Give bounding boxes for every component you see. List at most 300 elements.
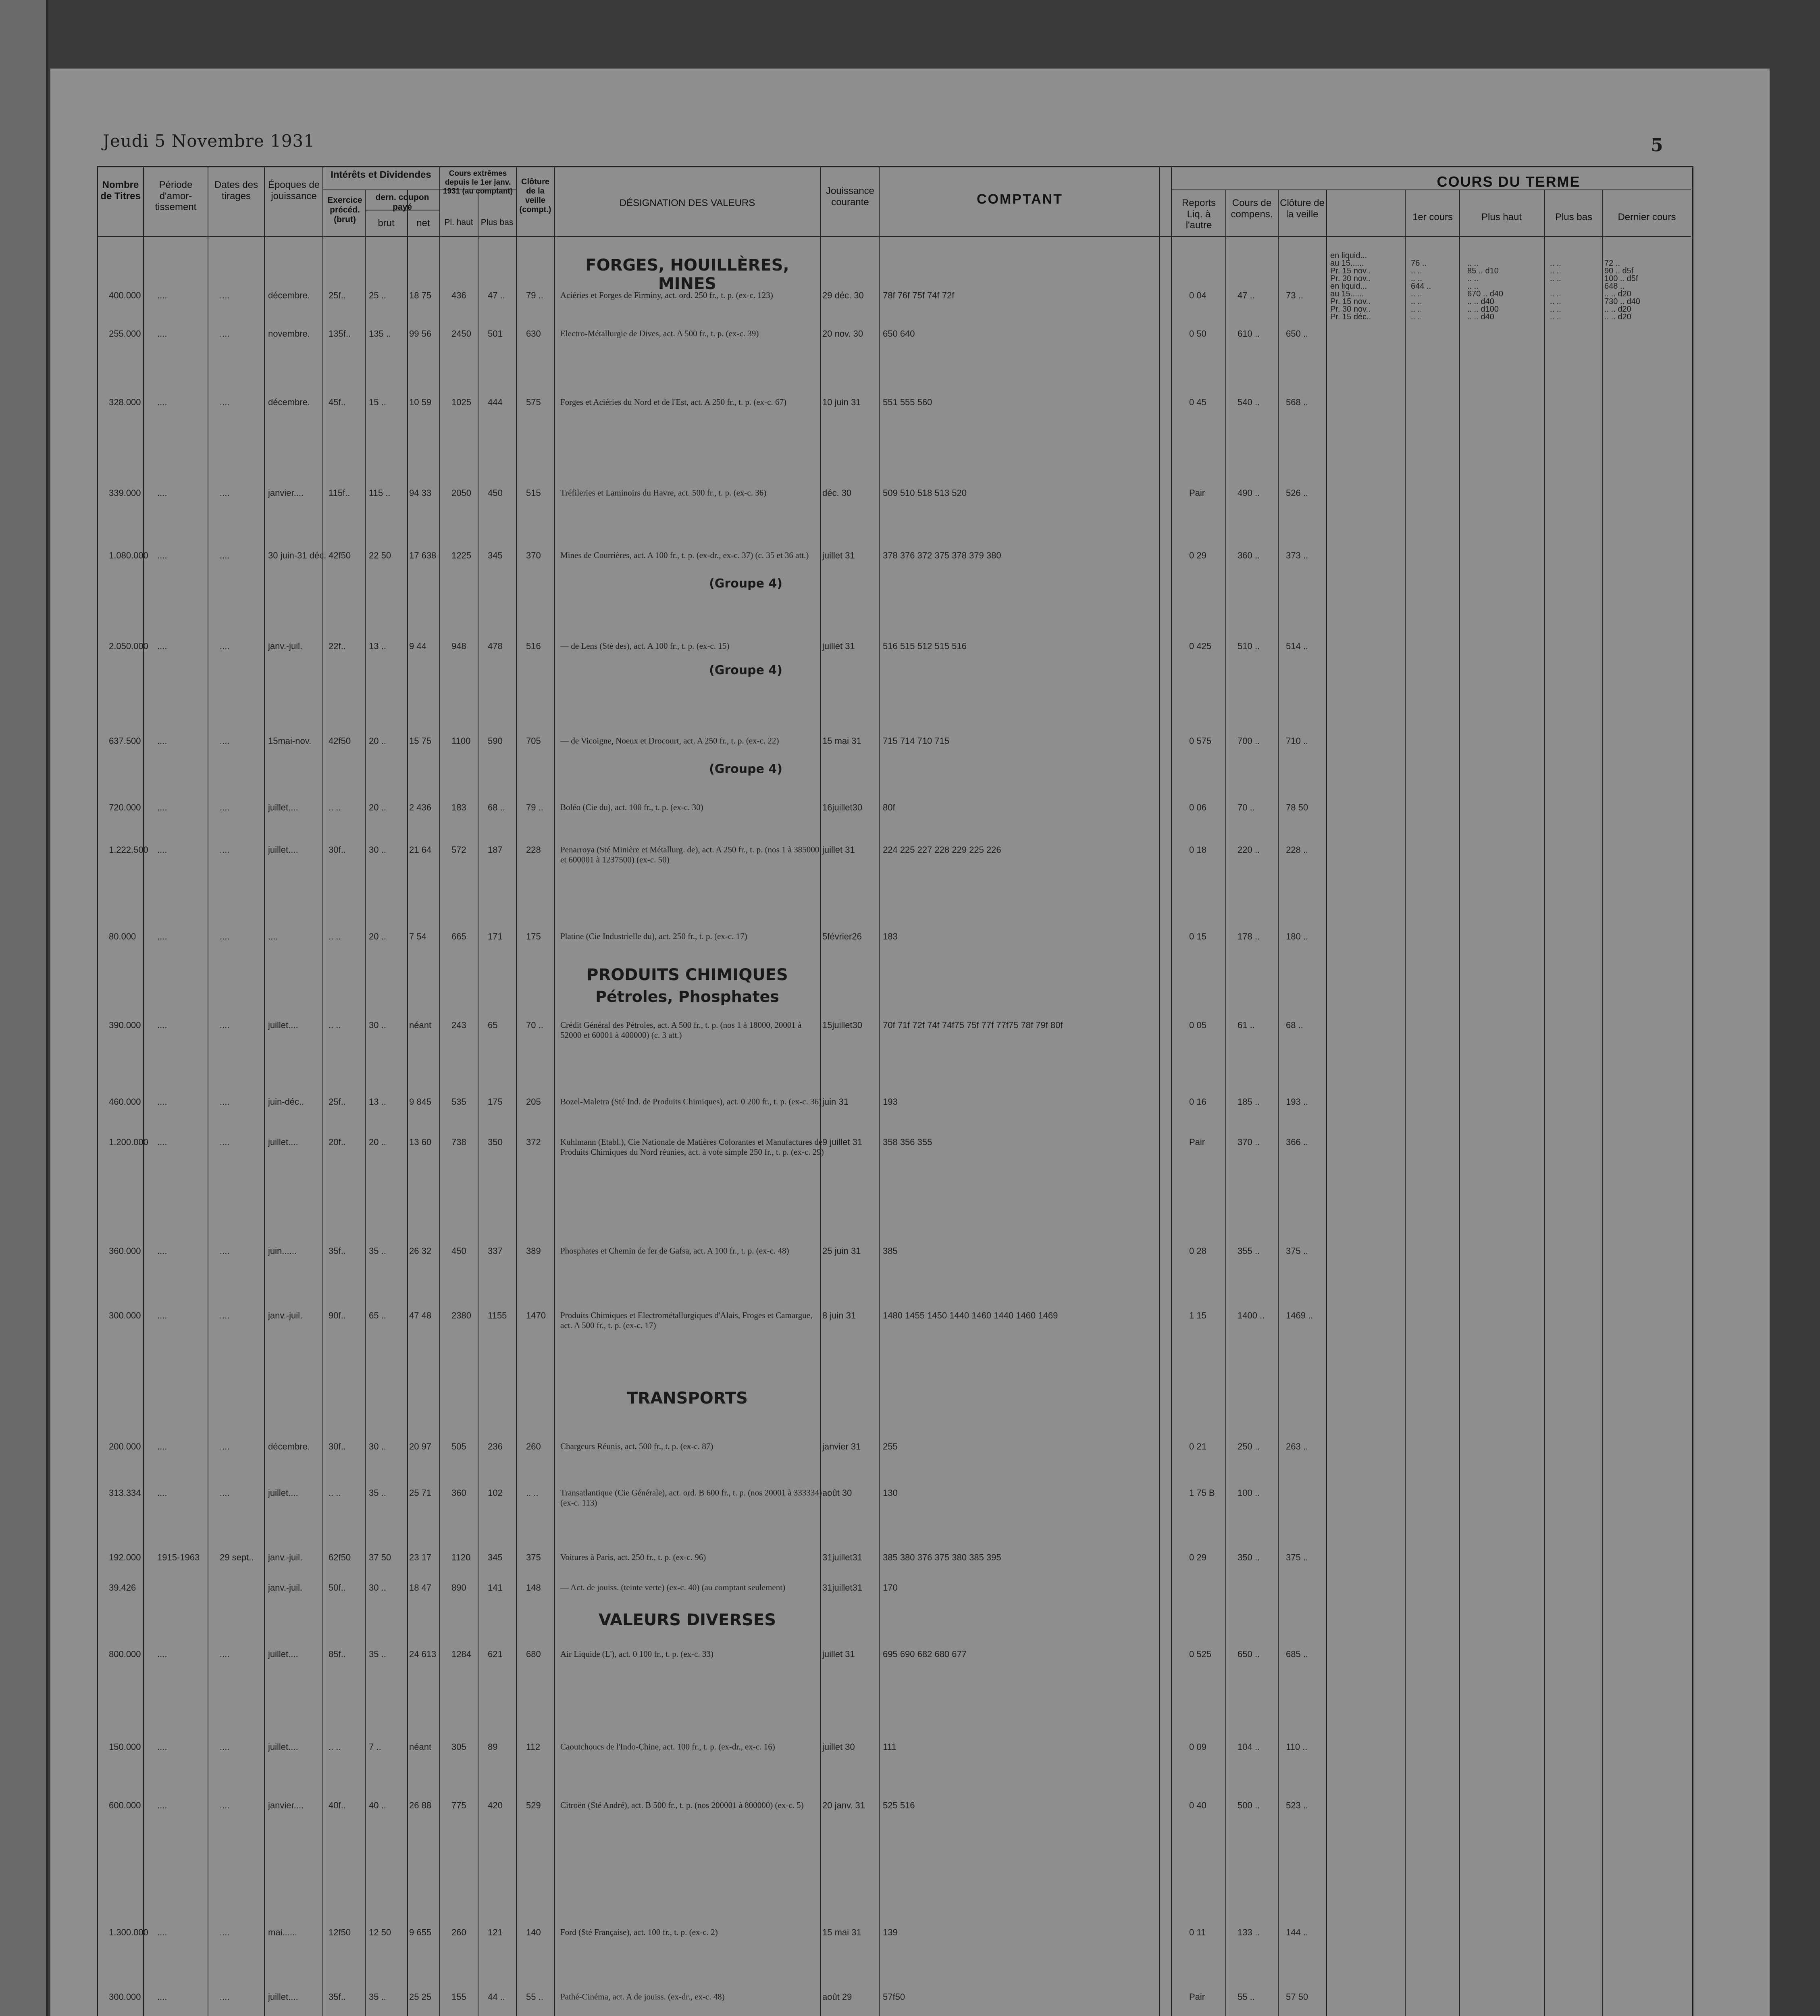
row-periode: .... [157,329,167,339]
row-reports: 0 425 [1189,641,1212,651]
row-brut: 35 .. [369,1246,386,1256]
row-brut: 135 .. [369,329,391,339]
groupe-label: (Groupe 4) [709,663,782,677]
row-epoque: janvier.... [268,1800,304,1810]
row-brut: 20 .. [369,931,386,941]
row-dates: .... [220,641,230,651]
row-dates: .... [220,931,230,941]
row-reports: Pair [1189,1992,1205,2002]
terme-dernier: 648 .. [1604,282,1625,291]
column-rule [1459,190,1460,2016]
row-epoque: .... [268,931,278,941]
row-cours-compens: 360 .. [1238,550,1260,560]
terme-label: Pr. 30 nov.. [1330,274,1371,283]
row-titres: 720.000 [109,802,141,812]
row-net: 18 75 [409,290,432,300]
header-dates: Dates des tirages [214,179,258,202]
terme-dernier: 90 .. d5f [1604,267,1634,275]
row-periode: .... [157,1441,167,1452]
terme-plus-haut: 670 .. d40 [1467,289,1503,298]
row-titres: 800.000 [109,1649,141,1659]
header-brut: brut [378,218,395,229]
row-jouissance: 10 juin 31 [822,397,861,407]
row-comptant: 57f50 [883,1992,905,2002]
row-cloture-veille: 228 .. [1286,845,1308,855]
row-reports: 0 29 [1189,550,1206,560]
row-epoque: juillet.... [268,1742,298,1752]
row-cours-compens: 47 .. [1238,290,1255,300]
terme-premier: .. .. [1411,274,1422,283]
row-jouissance: août 29 [822,1992,852,2002]
row-cloture: 389 [526,1246,541,1256]
row-exercice: 135f.. [329,329,351,339]
row-dates: .... [220,550,230,560]
row-cours-compens: 500 .. [1238,1800,1260,1810]
terme-premier: .. .. [1411,289,1422,298]
row-titres: 150.000 [109,1742,141,1752]
row-net: 7 54 [409,931,426,941]
row-cloture: 515 [526,488,541,498]
terme-plus-haut: .. .. d40 [1467,297,1494,306]
row-net: 9 845 [409,1097,432,1107]
row-jouissance: août 30 [822,1488,852,1498]
row-plus-bas: 121 [488,1927,503,1937]
row-pl-haut: 243 [451,1020,466,1030]
row-brut: 22 50 [369,550,391,560]
row-comptant: 385 380 376 375 380 385 395 [883,1552,1001,1562]
row-cours-compens: 610 .. [1238,329,1260,339]
row-dates: .... [220,488,230,498]
row-titres: 460.000 [109,1097,141,1107]
row-net: 18 47 [409,1583,432,1593]
row-cloture: 575 [526,397,541,407]
row-brut: 30 .. [369,845,386,855]
row-periode: .... [157,488,167,498]
row-periode: .... [157,397,167,407]
row-periode: .... [157,845,167,855]
row-designation: Caoutchoucs de l'Indo-Chine, act. 100 fr., t. p. (ex-dr., ex-c. 16) [560,1742,775,1752]
row-plus-bas: 621 [488,1649,503,1659]
row-plus-bas: 47 .. [488,290,505,300]
column-rule [1326,190,1327,2016]
row-epoque: janv.-juil. [268,641,303,651]
row-pl-haut: 1225 [451,550,471,560]
row-plus-bas: 337 [488,1246,503,1256]
row-cloture: 1470 [526,1310,546,1320]
row-cours-compens: 1400 .. [1238,1310,1265,1320]
column-rule [365,190,366,2016]
row-dates: .... [220,1020,230,1030]
row-periode: .... [157,736,167,746]
header-dernier-cours: Dernier cours [1618,212,1676,223]
terme-plus-haut: 85 .. d10 [1467,267,1499,275]
row-designation: Voitures à Paris, act. 250 fr., t. p. (ex-c. 96) [560,1552,706,1562]
row-jouissance: 5février26 [822,931,862,941]
row-designation: Mines de Courrières, act. A 100 fr., t. p. (ex-dr., ex-c. 37) (c. 35 et 36 att.) [560,550,809,560]
row-designation: Pathé-Cinéma, act. A de jouiss. (ex-dr., ex-c. 48) [560,1992,725,2001]
row-reports: 0 06 [1189,802,1206,812]
terme-label: en liquid... [1330,251,1367,260]
row-cloture-veille: 373 .. [1286,550,1308,560]
row-comptant: 516 515 512 515 516 [883,641,967,651]
groupe-label: (Groupe 4) [709,577,782,591]
row-epoque: janv.-juil. [268,1583,303,1593]
row-reports: 0 05 [1189,1020,1206,1030]
row-pl-haut: 948 [451,641,466,651]
row-net: 24 613 [409,1649,437,1659]
row-reports: Pair [1189,1137,1205,1147]
groupe-label: (Groupe 4) [709,762,782,776]
row-plus-bas: 187 [488,845,503,855]
row-jouissance: déc. 30 [822,488,852,498]
row-jouissance: 31juillet31 [822,1552,863,1562]
row-designation: — de Lens (Sté des), act. A 100 fr., t. p. (ex-c. 15) [560,641,730,651]
row-plus-bas: 65 [488,1020,498,1030]
terme-plus-haut: .. .. d100 [1467,305,1499,314]
row-net: 20 97 [409,1441,432,1452]
row-plus-bas: 444 [488,397,503,407]
row-exercice: 12f50 [329,1927,351,1937]
header-cours-du-terme: COURS DU TERME [1437,173,1581,190]
row-brut: 20 .. [369,802,386,812]
column-rule [879,166,880,2016]
column-rule [1405,190,1406,2016]
row-cours-compens: 104 .. [1238,1742,1260,1752]
header-net: net [416,218,430,229]
terme-label: Pr. 15 déc.. [1330,312,1371,321]
terme-plus-bas: .. .. [1550,297,1561,306]
row-reports: 0 575 [1189,736,1212,746]
row-epoque: mai...... [268,1927,297,1937]
row-pl-haut: 572 [451,845,466,855]
column-rule [1278,190,1279,2016]
row-epoque: janvier.... [268,488,304,498]
row-reports: 0 18 [1189,845,1206,855]
header-reports: Reports Liq. à l'autre [1181,198,1216,231]
row-periode: 1915-1963 [157,1552,200,1562]
row-cloture-veille: 110 .. [1286,1742,1308,1752]
row-comptant: 551 555 560 [883,397,932,407]
row-pl-haut: 2380 [451,1310,471,1320]
terme-dernier: 100 .. d5f [1604,274,1638,283]
row-brut: 35 .. [369,1649,386,1659]
row-cloture-veille: 523 .. [1286,1800,1308,1810]
row-net: 15 75 [409,736,432,746]
row-plus-bas: 345 [488,1552,503,1562]
row-net: 21 64 [409,845,432,855]
section-transports: TRANSPORTS [627,1389,748,1408]
row-net: 94 33 [409,488,432,498]
row-jouissance: juillet 31 [822,845,855,855]
row-cloture: 140 [526,1927,541,1937]
row-plus-bas: 175 [488,1097,503,1107]
terme-plus-haut: .. .. d40 [1467,312,1494,321]
row-exercice: 22f.. [329,641,346,651]
row-cours-compens: 55 .. [1238,1992,1255,2002]
row-plus-bas: 1155 [488,1310,507,1320]
row-cloture: 516 [526,641,541,651]
row-epoque: juillet.... [268,1137,298,1147]
row-plus-bas: 478 [488,641,503,651]
page-date: Jeudi 5 Novembre 1931 [103,131,315,151]
row-designation: Boléo (Cie du), act. 100 fr., t. p. (ex-c. 30) [560,802,703,812]
row-brut: 65 .. [369,1310,386,1320]
row-jouissance: 16juillet30 [822,802,863,812]
row-dates: .... [220,1137,230,1147]
row-jouissance: 9 juillet 31 [822,1137,863,1147]
row-pl-haut: 1025 [451,397,471,407]
row-comptant: 170 [883,1583,898,1593]
row-comptant: 130 [883,1488,898,1498]
row-exercice: 45f.. [329,397,346,407]
row-epoque: juillet.... [268,1992,298,2002]
row-comptant: 715 714 710 715 [883,736,950,746]
terme-plus-bas: .. .. [1550,312,1561,321]
terme-plus-bas: .. .. [1550,259,1561,268]
row-epoque: juillet.... [268,1649,298,1659]
terme-plus-haut: .. .. [1467,282,1479,291]
row-comptant: 525 516 [883,1800,915,1810]
row-cours-compens: 490 .. [1238,488,1260,498]
page-number: 5 [1651,135,1663,156]
row-periode: .... [157,1310,167,1320]
section-forges: FORGES, HOUILLÈRES, MINES [585,256,789,293]
row-comptant: 1480 1455 1450 1440 1460 1440 1460 1469 [883,1310,1058,1320]
row-brut: 37 50 [369,1552,391,1562]
row-titres: 192.000 [109,1552,141,1562]
row-dates: .... [220,1649,230,1659]
terme-premier: .. .. [1411,267,1422,275]
row-pl-haut: 305 [451,1742,466,1752]
row-reports: 1 15 [1189,1310,1206,1320]
row-designation: Phosphates et Chemin de fer de Gafsa, act. A 100 fr., t. p. (ex-c. 48) [560,1246,789,1256]
header-comptant: COMPTANT [976,192,1063,207]
row-epoque: décembre. [268,290,310,300]
row-cloture: 260 [526,1441,541,1452]
row-titres: 637.500 [109,736,141,746]
row-titres: 390.000 [109,1020,141,1030]
row-dates: .... [220,845,230,855]
row-reports: 0 45 [1189,397,1206,407]
column-rule [1602,190,1603,2016]
row-periode: .... [157,1649,167,1659]
column-rule [1159,166,1160,2016]
terme-plus-bas: .. .. [1550,274,1561,283]
row-comptant: 193 [883,1097,898,1107]
section-chimiques: PRODUITS CHIMIQUES [587,966,788,984]
row-cloture: 370 [526,550,541,560]
row-plus-bas: 44 .. [488,1992,505,2002]
row-designation: Penarroya (Sté Minière et Métallurg. de), act. A 250 fr., t. p. (nos 1 à 385000 et 600001 à 1237500) (ex-c. 50) [560,845,820,865]
row-jouissance: janvier 31 [822,1441,861,1452]
column-rule [143,166,144,2016]
row-titres: 255.000 [109,329,141,339]
terme-dernier: .. .. d20 [1604,305,1631,314]
row-dates: .... [220,397,230,407]
row-exercice: .. .. [329,931,341,941]
header-plus-bas: Plus bas [480,218,514,227]
row-dates: .... [220,1742,230,1752]
row-periode: .... [157,1246,167,1256]
row-exercice: 85f.. [329,1649,346,1659]
row-designation: — Act. de jouiss. (teinte verte) (ex-c. 40) (au comptant seulement) [560,1583,786,1592]
row-cloture: 112 [526,1742,541,1752]
row-epoque: juin...... [268,1246,297,1256]
column-rule [554,166,555,2016]
row-pl-haut: 1100 [451,736,471,746]
row-reports: 0 04 [1189,290,1206,300]
row-brut: 30 .. [369,1583,386,1593]
row-brut: 25 .. [369,290,386,300]
row-cloture-veille: 180 .. [1286,931,1308,941]
row-comptant: 255 [883,1441,898,1452]
row-periode: .... [157,1927,167,1937]
row-epoque: décembre. [268,1441,310,1452]
row-jouissance: juin 31 [822,1097,849,1107]
row-plus-bas: 89 [488,1742,498,1752]
row-comptant: 650 640 [883,329,915,339]
terme-label: Pr. 15 nov.. [1330,297,1371,306]
row-epoque: 15mai-nov. [268,736,312,746]
row-cloture: 55 .. [526,1992,543,2002]
row-brut: 35 .. [369,1992,386,2002]
row-brut: 20 .. [369,736,386,746]
column-rule [1225,190,1226,2016]
terme-label: au 15...... [1330,259,1364,268]
row-epoque: juillet.... [268,802,298,812]
row-plus-bas: 171 [488,931,503,941]
row-titres: 300.000 [109,1310,141,1320]
row-jouissance: juillet 31 [822,641,855,651]
row-comptant: 385 [883,1246,898,1256]
row-cours-compens: 220 .. [1238,845,1260,855]
row-exercice: .. .. [329,1742,341,1752]
row-titres: 313.334 [109,1488,141,1498]
row-pl-haut: 450 [451,1246,466,1256]
terme-premier: .. .. [1411,297,1422,306]
row-reports: 0 11 [1189,1927,1206,1937]
row-exercice: 35f.. [329,1246,346,1256]
row-brut: 15 .. [369,397,386,407]
row-cloture-veille: 375 .. [1286,1246,1308,1256]
terme-premier: .. .. [1411,312,1422,321]
row-cours-compens: 178 .. [1238,931,1260,941]
row-jouissance: 8 juin 31 [822,1310,856,1320]
header-bottom-rule [97,236,1691,237]
row-net: 25 71 [409,1488,432,1498]
row-jouissance: 15 mai 31 [822,736,861,746]
row-pl-haut: 360 [451,1488,466,1498]
row-comptant: 224 225 227 228 229 225 226 [883,845,1001,855]
row-pl-haut: 2450 [451,329,471,339]
row-brut: 40 .. [369,1800,386,1810]
row-jouissance: 15 mai 31 [822,1927,861,1937]
column-rule [322,166,323,2016]
row-net: 23 17 [409,1552,432,1562]
header-plus-bas-terme: Plus bas [1555,212,1593,223]
row-periode: .... [157,931,167,941]
terme-plus-bas: .. .. [1550,267,1561,275]
row-designation: Air Liquide (L'), act. 0 100 fr., t. p. (ex-c. 33) [560,1649,713,1659]
row-designation: Ford (Sté Française), act. 100 fr., t. p. (ex-c. 2) [560,1927,718,1937]
row-exercice: .. .. [329,1488,341,1498]
row-dates: .... [220,1488,230,1498]
row-pl-haut: 890 [451,1583,466,1593]
row-plus-bas: 102 [488,1488,503,1498]
row-jouissance: juillet 31 [822,1649,855,1659]
row-cloture: .. .. [526,1488,539,1498]
row-comptant: 509 510 518 513 520 [883,488,967,498]
row-reports: Pair [1189,488,1205,498]
row-cloture-veille: 366 .. [1286,1137,1308,1147]
row-titres: 339.000 [109,488,141,498]
row-cloture-veille: 514 .. [1286,641,1308,651]
row-cours-compens: 650 .. [1238,1649,1260,1659]
row-net: 26 32 [409,1246,432,1256]
row-cours-compens: 61 .. [1238,1020,1255,1030]
terme-label: Pr. 15 nov.. [1330,267,1371,275]
row-jouissance: 25 juin 31 [822,1246,861,1256]
row-net: 25 25 [409,1992,432,2002]
row-designation: Tréfileries et Laminoirs du Havre, act. 500 fr., t. p. (ex-c. 36) [560,488,767,498]
terme-label: Pr. 30 nov.. [1330,305,1371,314]
row-titres: 360.000 [109,1246,141,1256]
row-epoque: 30 juin-31 déc. [268,550,327,560]
terme-dernier: .. .. d20 [1604,312,1631,321]
row-brut: 12 50 [369,1927,391,1937]
row-jouissance: 15juillet30 [822,1020,863,1030]
row-periode: .... [157,641,167,651]
row-comptant: 695 690 682 680 677 [883,1649,967,1659]
previous-page-edge [0,0,47,2016]
row-designation: — de Vicoigne, Noeux et Drocourt, act. A 250 fr., t. p. (ex-c. 22) [560,736,779,746]
row-dates: .... [220,1246,230,1256]
column-rule [407,190,408,2016]
row-exercice: .. .. [329,1020,341,1030]
row-dates: .... [220,1927,230,1937]
row-dates: .... [220,1992,230,2002]
row-net: néant [409,1020,432,1030]
row-designation: Platine (Cie Industrielle du), act. 250 fr., t. p. (ex-c. 17) [560,931,747,941]
row-reports: 0 29 [1189,1552,1206,1562]
row-cloture-veille: 73 .. [1286,290,1303,300]
row-jouissance: 29 déc. 30 [822,290,864,300]
row-cloture: 705 [526,736,541,746]
row-plus-bas: 590 [488,736,503,746]
row-epoque: janv.-juil. [268,1310,303,1320]
row-comptant: 70f 71f 72f 74f 74f75 75f 77f 77f75 78f 79f 80f [883,1020,1063,1030]
row-plus-bas: 501 [488,329,503,339]
row-periode: .... [157,1992,167,2002]
row-brut: 35 .. [369,1488,386,1498]
terme-premier: 644 .. [1411,282,1431,291]
row-cloture: 205 [526,1097,541,1107]
header-cours-compens: Cours de compens. [1231,198,1273,220]
terme-premier: .. .. [1411,305,1422,314]
row-titres: 1.080.000 [109,550,148,560]
row-cours-compens: 250 .. [1238,1441,1260,1452]
row-reports: 1 75 B [1189,1488,1215,1498]
row-dates: .... [220,1800,230,1810]
header-cloture-veille: Clôture de la veille [1280,198,1325,220]
row-dates: .... [220,802,230,812]
row-cloture-veille: 193 .. [1286,1097,1308,1107]
row-net: 13 60 [409,1137,432,1147]
header-exercice: Exercice précéd. (brut) [327,196,362,225]
row-pl-haut: 535 [451,1097,466,1107]
section-diverses: VALEURS DIVERSES [598,1611,776,1629]
row-cloture: 680 [526,1649,541,1659]
